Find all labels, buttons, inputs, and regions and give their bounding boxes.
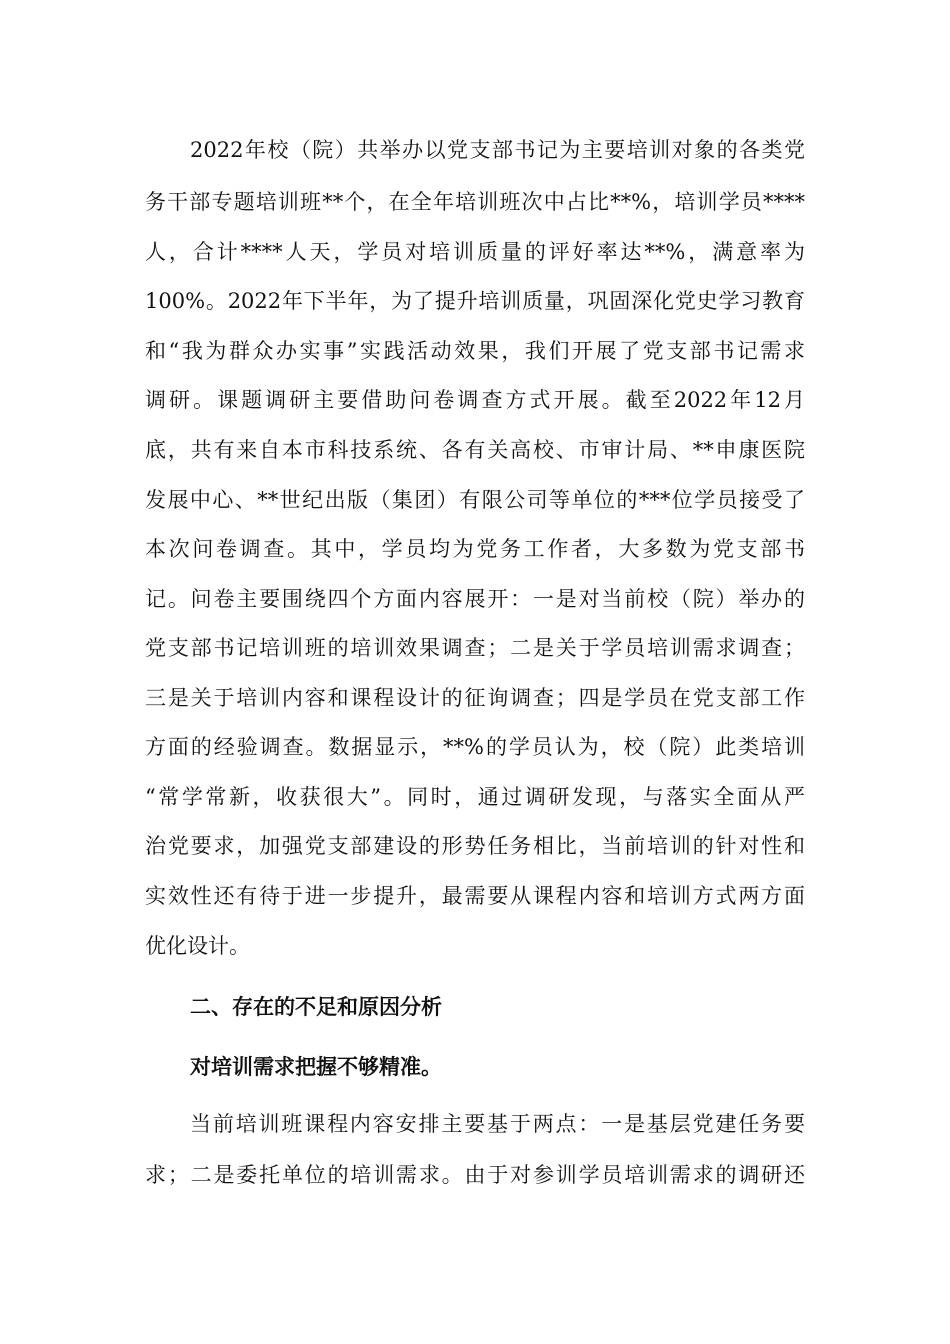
paragraph-line: 党支部书记培训班的培训效果调查；二是关于学员培训需求调查； [145, 636, 805, 660]
paragraph-line: 调研。课题调研主要借助问卷调查方式开展。截至2022年12月 [145, 388, 805, 412]
paragraph-line: 当前培训班课程内容安排主要基于两点：一是基层党建任务要 [190, 1112, 805, 1136]
paragraph-line: 记。问卷主要围绕四个方面内容展开：一是对当前校（院）举办的 [145, 587, 805, 611]
paragraph-line: 实效性还有待于进一步提升，最需要从课程内容和培训方式两方面 [145, 884, 805, 908]
paragraph-line: 底，共有来自本市科技系统、各有关高校、市审计局、**申康医院 [145, 438, 805, 462]
paragraph-line: 100%。2022年下半年，为了提升培训质量，巩固深化党史学习教育 [145, 289, 805, 313]
paragraph-line: 治党要求，加强党支部建设的形势任务相比，当前培训的针对性和 [145, 834, 805, 858]
sub-heading: 对培训需求把握不够精准。 [190, 1054, 442, 1079]
paragraph-line: 发展中心、**世纪出版（集团）有限公司等单位的***位学员接受了 [145, 488, 805, 512]
paragraph-line: “常学常新，收获很大”。同时，通过调研发现，与落实全面从严 [145, 785, 805, 809]
paragraph-line: 和“我为群众办实事”实践活动效果，我们开展了党支部书记需求 [145, 339, 805, 363]
paragraph-line: 务干部专题培训班**个，在全年培训班次中占比**%，培训学员**** [145, 190, 805, 214]
paragraph-line: 三是关于培训内容和课程设计的征询调查；四是学员在党支部工作 [145, 686, 805, 710]
paragraph-line: 本次问卷调查。其中，学员均为党务工作者，大多数为党支部书 [145, 537, 805, 561]
paragraph-line: 优化设计。 [145, 934, 250, 958]
paragraph-line: 方面的经验调查。数据显示，**%的学员认为，校（院）此类培训 [145, 735, 805, 759]
paragraph-line: 人，合计****人天，学员对培训质量的评好率达**%，满意率为 [145, 240, 805, 264]
paragraph-line: 求；二是委托单位的培训需求。由于对参训学员培训需求的调研还 [145, 1163, 805, 1187]
section-heading: 二、存在的不足和原因分析 [190, 994, 442, 1019]
paragraph-line: 2022年校（院）共举办以党支部书记为主要培训对象的各类党 [190, 138, 805, 162]
